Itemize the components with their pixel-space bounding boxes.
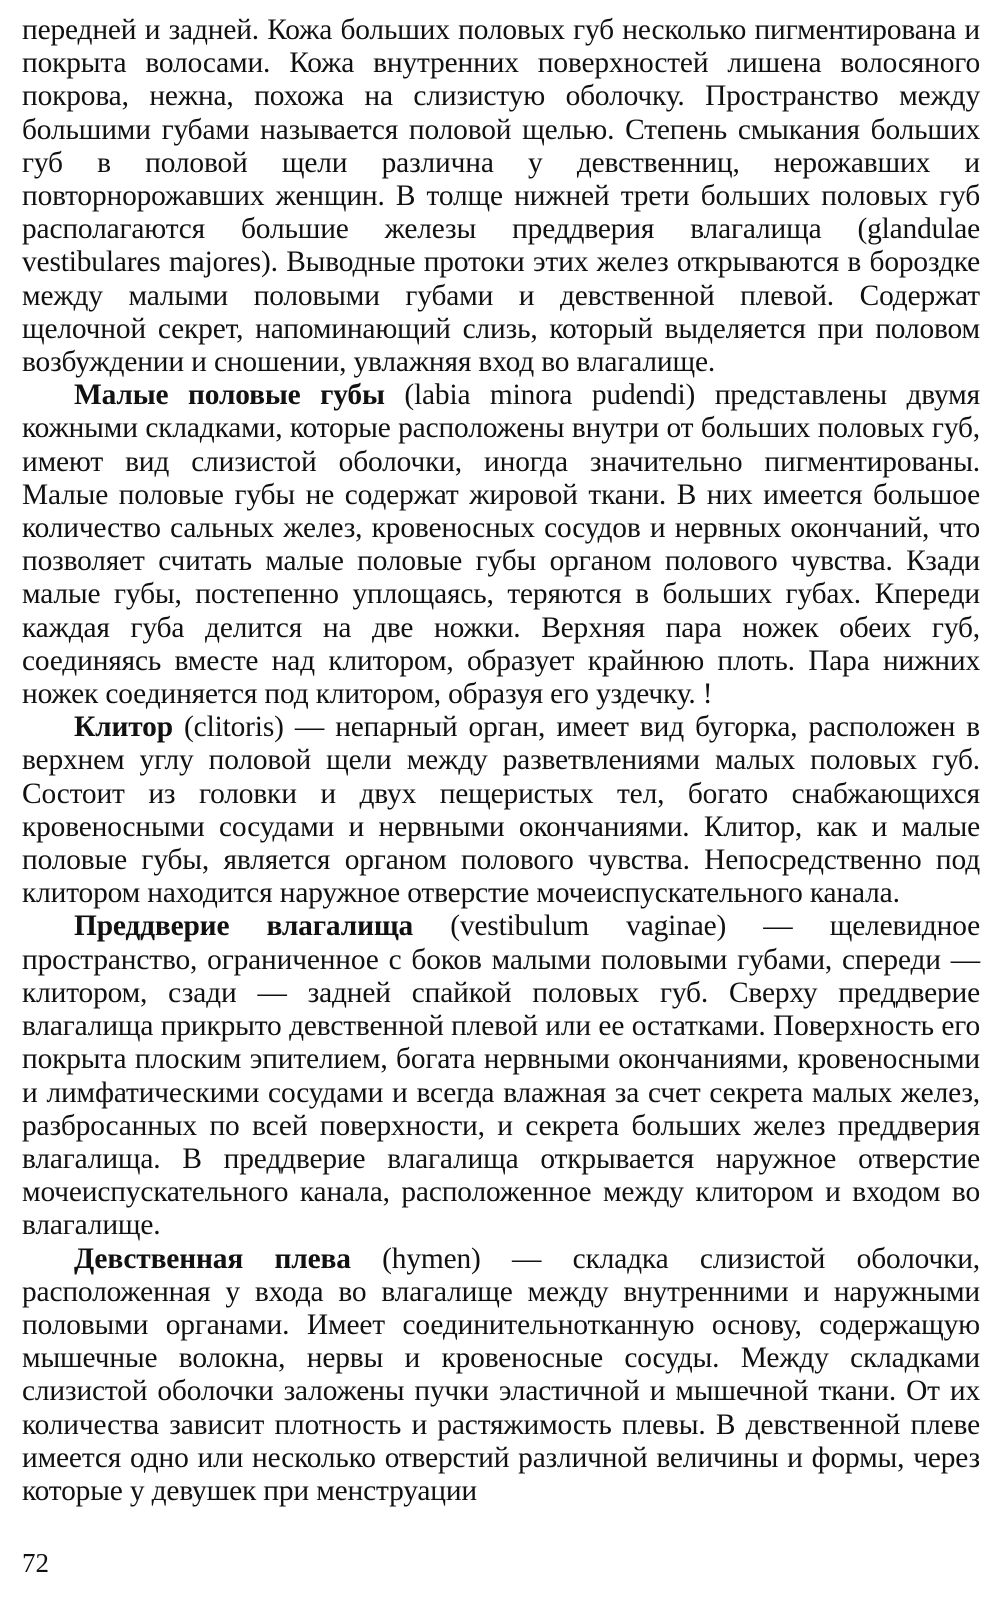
page-number: 72 — [22, 1548, 49, 1578]
paragraph-2-text: (labia minora pudendi) представлены двумя кожными складками, которые расположены внутри от больших половых губ, имеют вид слизистой оболочки, иногда значительно пигментированы. Малые половые губы не содержат жировой ткани. В них имеется большое количество сальных желез, кровеносных сосудов и нервных окончаний, что позволяет считать малые половые губы органом полового чувства. Кзади малые губы, постепенно уплощаясь, теряются в больших губах. Кпереди каждая губа делится на две ножки. Верхняя пара ножек обеих губ, соединяясь вместе над клитором, образует крайнюю плоть. Пара нижних ножек соединяется под клитором, образуя его уздечку. ! — [22, 379, 980, 711]
paragraph-5-text: (hymen) — складка слизистой оболочки, расположенная у входа во влагалище между внутренними и наружными половыми органами. Имеет соединительнотканную основу, содержащую мышечные волокна, нервы и кровеносные сосуды. Между складками слизистой оболочки заложены пучки эластичной и мышечной ткани. От их количества зависит плотность и растяжимость плевы. В девственной плеве имеется одно или несколько отверстий различной величины и формы, через которые у девушек при менструации — [22, 1242, 980, 1507]
paragraph-5-hymen — [22, 1243, 980, 1509]
page-text-body — [22, 14, 980, 1508]
paragraph-1 — [22, 14, 980, 379]
paragraph-5-term: Девственная плева — [74, 1242, 351, 1275]
paragraph-3-term: Клитор — [74, 711, 173, 744]
paragraph-2-labia-minora — [22, 379, 980, 711]
paragraph-3-clitoris — [22, 711, 980, 910]
paragraph-3-text: (clitoris) — непарный орган, имеет вид бугорка, расположен в верхнем углу половой щели между разветвлениями малых половых губ. Состоит из головки и двух пещеристых тел, богато снабжающихся кровеносными сосудами и нервными окончаниями. Клитор, как и малые половые губы, является органом полового чувства. Непосредственно под клитором находится наружное отверстие мочеиспускательного канала. — [22, 711, 980, 910]
paragraph-4-term: Преддверие влагалища — [74, 910, 414, 943]
paragraph-2-term: Малые половые губы — [74, 379, 385, 412]
paragraph-4-vestibulum — [22, 910, 980, 1242]
paragraph-1-text: передней и задней. Кожа больших половых губ несколько пигментирована и покрыта волосами. Кожа внутренних поверхностей лишена волосяного покрова, нежна, похожа на слизистую оболочку. Пространство между большими губами называется половой щелью. Степень смыкания больших губ в половой щели различна у девственниц, нерожавших и повторнорожавших женщин. В толще нижней трети больших половых губ располагаются большие железы преддверия влагалища (glandulae vestibulares majores). Выводные протоки этих желез открываются в бороздке между малыми половыми губами и девственной плевой. Содержат щелочной секрет, напоминающий слизь, который выделяется при половом возбуждении и сношении, увлажняя вход во влагалище. — [22, 14, 980, 379]
paragraph-4-text: (vestibulum vaginae) — щелевидное пространство, ограниченное с боков малыми половыми губами, спереди — клитором, сзади — задней спайкой половых губ. Сверху преддверие влагалища прикрыто девственной плевой или ее остатками. Поверхность его покрыта плоским эпителием, богата нервными окончаниями, кровеносными и лимфатическими сосудами и всегда влажная за счет секрета малых желез, разбросанных по всей поверхности, и секрета больших желез преддверия влагалища. В преддверие влагалища открывается наружное отверстие мочеиспускательного канала, расположенное между клитором и входом во влагалище. — [22, 910, 980, 1242]
